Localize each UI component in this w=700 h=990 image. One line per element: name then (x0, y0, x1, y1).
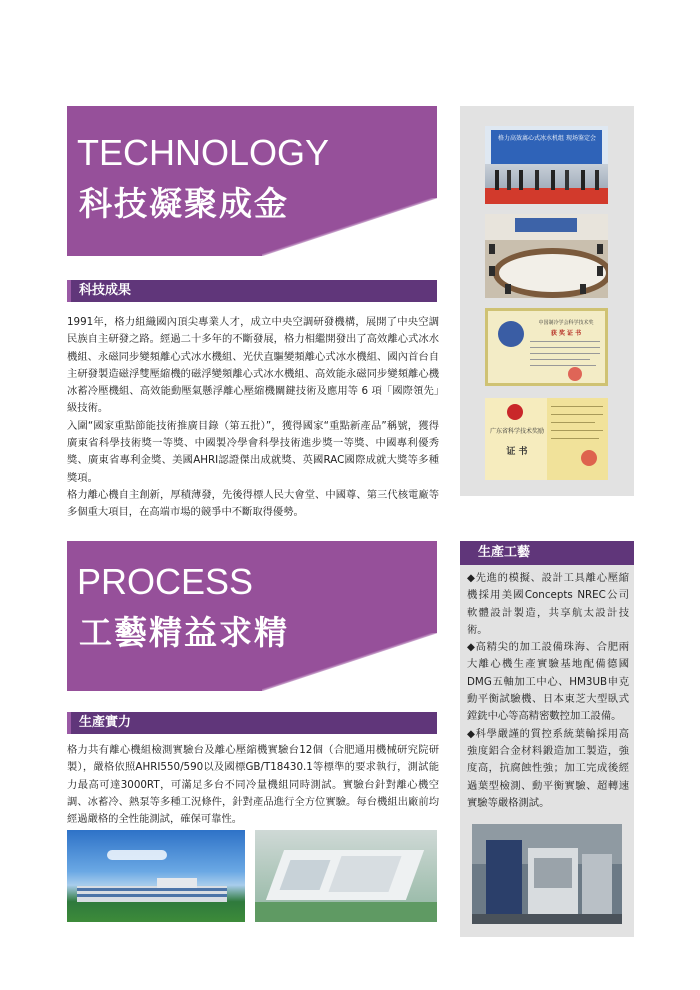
certificate-photo-2 (485, 398, 608, 480)
factory-aerial-photo (255, 830, 437, 922)
tech-paragraph: 1991年，格力組織國內頂尖專業人才，成立中央空調研發機構，展開了中央空調民族自主研發之路。經過二十多年的不斷發展，格力相繼開發出了高效離心式冰水機組、永磁同步變頻離心式冰水機組、光伏直驅變頻離心式冰水機組、國內首台自主研發製造磁浮雙壓縮機的磁浮變頻離心式冰水機組、高效能永磁同步變頻離心機冰蓄冷壓機組、高效能動壓氣懸浮離心壓縮機關鍵技術及應用等 6 項「國際領先」級技術。 (67, 316, 439, 415)
ceremony-photo (485, 126, 608, 204)
tech-paragraph: 入圍“國家重點節能技術推廣目錄（第五批）”，獲得國家“重點新產品”稱號，獲得廣東省科學技術獎一等獎、中國製冷學會科學技術進步獎一等獎、中國專利優秀獎、廣東省專利金獎、美國AHRI認證傑出成就獎、英國RAC國際成就大獎等多種獎項。 (67, 419, 439, 484)
certificate-1-subtitle: 获 奖 证 书 (550, 330, 582, 337)
tech-achievements-header (67, 280, 437, 302)
process-list-item: ◆科學嚴謹的質控系統葉輪採用高強度鋁合金材料鍛造加工製造，強度高，抗腐蝕性強；加工完成後經過葉型檢測、動平衡實驗、超轉速實驗等嚴格測試。 (467, 727, 629, 809)
tech-achievements-title: 科技成果 (79, 283, 132, 298)
process-title-zh: 工藝精益求精 (79, 613, 289, 652)
process-list-item: ◆高精尖的加工設備珠海、合肥兩大離心機生產實驗基地配備德國DMG五軸加工中心、HM3UB申克動平衡試驗機、日本東芝大型臥式鏜銑中心等高精密數控加工設備。 (467, 641, 629, 723)
process-banner (67, 541, 437, 691)
certificate-2-org: 广东省科学技术奖励 (489, 428, 544, 435)
certificate-1-title: 中国制冷学会科学技术奖 (538, 320, 594, 326)
production-process-header (460, 541, 634, 565)
technology-title-en: TECHNOLOGY (77, 132, 330, 173)
process-list-item: ◆先進的模擬、設計工具離心壓縮機採用美國Concepts NREC公司軟體設計製造，共享航太設計技術。 (467, 572, 629, 636)
production-process-title: 生產工藝 (478, 545, 531, 560)
production-capacity-header (67, 712, 437, 734)
test-machine-photo (472, 824, 622, 924)
technology-title-zh: 科技凝聚成金 (79, 184, 289, 223)
process-title-en: PROCESS (77, 561, 254, 602)
tech-paragraph: 格力離心機自主創新，厚積薄發，先後得標人民大會堂、中國尊、第三代核電廠等多個重大項目，在高端市場的競爭中不斷取得優勢。 (67, 488, 439, 519)
certificate-photo-1 (485, 308, 608, 386)
certificate-2-title: 证 书 (506, 447, 528, 457)
production-capacity-text (67, 742, 439, 828)
technology-banner (67, 106, 437, 256)
tech-achievements-text (67, 314, 439, 522)
production-process-list (467, 570, 629, 812)
production-capacity-title: 生產實力 (79, 715, 132, 730)
factory-building-photo (67, 830, 245, 922)
production-paragraph: 格力共有離心機組檢測實驗台及離心壓縮機實驗台12個（合肥通用機械研究院研製），嚴格依照AHRI550/590以及國標GB/T18430.1等標準的要求執行，測試能力最高可達3000RT，可滿足多台不同冷量機組同時測試。實驗台針對離心機空調、冰蓄冷、熱泵等多種工況條件，針對產品進行全方位實驗。每台機組出廠前均經過嚴格的全性能測試，確保可靠性。 (67, 744, 439, 826)
meeting-photo (485, 214, 608, 298)
ceremony-banner-text: 格力高效离心式冰水机组 现场鉴定会 (498, 135, 596, 142)
